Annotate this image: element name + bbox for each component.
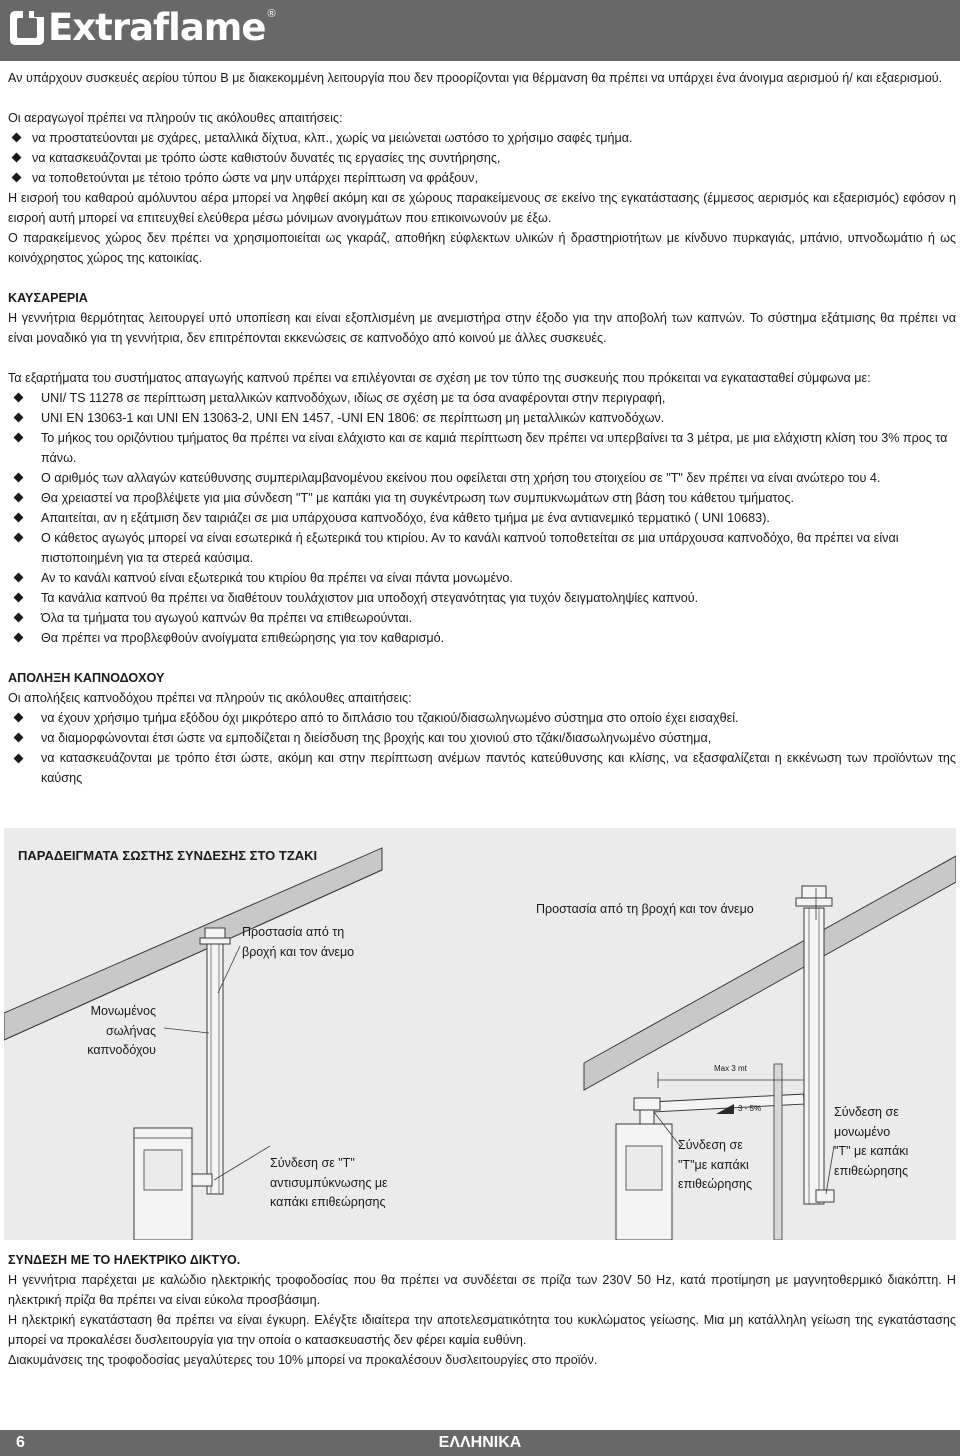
intro-bullet-list [8,128,956,188]
diamond-bullet-icon [12,173,22,183]
list-item: Όλα τα τμήματα του αγωγού καπνών θα πρέπει να επιθεωρούνται. [8,608,956,628]
electric-paragraph-2: Η ηλεκτρική εγκατάσταση θα πρέπει να είναι έγκυρη. Ελέγξτε ιδιαίτερα την αποτελεσματικότητα του κυκλώματος γείωσης. Μια μη κατάλληλη γείωση της εγκατάστασης μπορεί να προκαλέσει δυσλειτουργία για την οποία ο κατασκευαστής δεν φέρει καμία ευθύνη. [8,1313,956,1347]
diamond-bullet-icon [14,473,24,483]
diamond-bullet-icon [14,513,24,523]
label-rain-wind-left: Προστασία από τη βροχή και τον άνεμο [242,925,355,959]
connection-examples-figure [4,828,956,1240]
label-rain-wind-right: Προστασία από τη βροχή και τον άνεμο [536,902,754,916]
label-t-condensate: Σύνδεση σε "T" αντισυμπύκνωσης με καπάκι επιθεώρησης [270,1156,388,1209]
intro-paragraph-3: Η εισροή του καθαρού αμόλυντου αέρα μπορεί να ληφθεί ακόμη και σε χώρους παρακείμενους σε εκείνο της εγκατάστασης (έμμεσος αερισμός και εξαερισμός) εφόσον η εισροή αυτή μπορεί να επιτευχθεί ελεύθερα μέσω μόνιμων ανοιγμάτων που επικοινωνούν με έξω. [8,191,956,225]
base-t-connector [816,1190,834,1202]
diamond-bullet-icon [14,633,24,643]
diamond-bullet-icon [14,393,24,403]
diamond-bullet-icon [14,754,24,764]
right-chimney-pipe [804,908,824,1204]
diamond-bullet-icon [14,533,24,543]
flue-heading: ΚΑΥΣΑΡΕΡΙΑ [8,291,88,305]
list-item: UNI EN 13063-1 και UNI EN 13063-2, UNI EN 1457, -UNI EN 1806: σε περίπτωση μη μεταλλικών καπνοδόχων. [8,408,956,428]
list-item: να διαμορφώνονται έτσι ώστε να εμποδίζεται η διείσδυση της βροχής και του χιονιού στο τζάκι/διασωληνωμένο σύστημα, [8,728,956,748]
label-max-length: Max 3 mt [714,1064,747,1073]
diamond-bullet-icon [14,613,24,623]
left-chimney-pipe [207,944,223,1194]
right-chimney-cap [796,898,832,906]
intro-paragraph-4: Ο παρακείμενος χώρος δεν πρέπει να χρησιμοποιείται ως γκαράζ, αποθήκη εύφλεκτων υλικών ή δραστηριοτήτων με κίνδυνο πυρκαγιάς, μπάνιο, υπνοδωμάτιο ή ως κοινόχρηστος χώρος της κατοικίας. [8,231,956,265]
diamond-bullet-icon [14,573,24,583]
diamond-bullet-icon [12,133,22,143]
figure-title: ΠΑΡΑΔΕΙΓΜΑΤΑ ΣΩΣΤΗΣ ΣΥΝΔΕΣΗΣ ΣΤΟ ΤΖΑΚΙ [18,848,318,863]
chimney-paragraph-1: Οι απολήξεις καπνοδόχου πρέπει να πληρούν τις ακόλουθες απαιτήσεις: [8,691,412,705]
diamond-bullet-icon [14,433,24,443]
right-roof [584,856,956,1090]
flue-paragraph-2: Τα εξαρτήματα του συστήματος απαγωγής καπνού πρέπει να επιλέγονται σε σχέση με τον τύπο της συσκευής που πρόκειται να εγκατασταθεί σύμφωνα με: [8,371,871,385]
list-item: Απαιτείται, αν η εξάτμιση δεν ταιριάζει σε μια υπάρχουσα καπνοδόχο, ένα κάθετο τμήμα με ένα αντιανεμικό τερματικό ( UNI 10683). [8,508,956,528]
label-t-insulated: Σύνδεση σε μονωμένο "T" με καπάκι επιθεώρησης [834,1105,909,1178]
list-item: Το μήκος του οριζόντιου τμήματος θα πρέπει να είναι ελάχιστο και σε καμιά περίπτωση δεν πρέπει να υπερβαίνει τα 3 μέτρα, με μια ελάχιστη κλίση του 3% προς τα πάνω. [8,428,956,468]
brand-logo [8,6,276,50]
brand-name: Extraflame [48,6,266,49]
list-item: να προστατεύονται με σχάρες, μεταλλικά δίχτυα, κλπ., χωρίς να μειώνεται ωστόσο το χρήσιμο σαφές τμήμα. [8,128,956,148]
diamond-bullet-icon [14,493,24,503]
electric-section [8,1250,956,1370]
label-slope: 3 - 5% [738,1104,762,1113]
page-footer [0,1430,960,1456]
diamond-bullet-icon [12,153,22,163]
list-item: να κατασκευάζονται με τρόπο ώστε καθιστούν δυνατές τις εργασίες της συντήρησης, [8,148,956,168]
house-wall [774,1064,782,1240]
label-t-inspection: Σύνδεση σε "T"με καπάκι επιθεώρησης [678,1138,753,1191]
list-item: Θα χρειαστεί να προβλέψετε για μια σύνδεση "T" με καπάκι για τη συγκέντρωση των συμπυκνωμάτων στη βάση του κάθετου τμήματος. [8,488,956,508]
registered-mark: ® [267,8,276,20]
diamond-bullet-icon [14,593,24,603]
list-item: Θα πρέπει να προβλεφθούν ανοίγματα επιθεώρησης για τον καθαρισμό. [8,628,956,648]
language-label: ΕΛΛΗΝΙΚΑ [438,1434,522,1451]
chimney-heading: ΑΠΟΛΗΞΗ ΚΑΠΝΟΔΟΧΟΥ [8,671,165,685]
intro-paragraph-1: Αν υπάρχουν συσκευές αερίου τύπου Β με διακεκομμένη λειτουργία που δεν προορίζονται για θέρμανση θα πρέπει να υπάρχει ένα άνοιγμα αερισμού ή/ και εξαερισμού. [8,71,943,85]
chimney-bullet-list [8,708,956,748]
flue-bullet-list [8,388,956,648]
list-item: Αν το κανάλι καπνού είναι εξωτερικά του κτιρίου θα πρέπει να είναι πάντα μονωμένο. [8,568,956,588]
left-chimney-cap [200,938,230,944]
page-number: 6 [16,1434,25,1451]
list-item: Ο αριθμός των αλλαγών κατεύθυνσης συμπεριλαμβανομένου εκείνου που οφείλεται στη χρήση του στοιχείου σε "T" δεν πρέπει να είναι ανώτερο του 4. [8,468,956,488]
electric-heading: ΣΥΝΔΕΣΗ ΜΕ ΤΟ ΗΛΕΚΤΡΙΚΟ ΔΙΚΤΥΟ. [8,1253,241,1267]
page-header [0,0,960,61]
electric-paragraph-1: Η γεννήτρια παρέχεται με καλώδιο ηλεκτρικής τροφοδοσίας που θα πρέπει να συνδέεται σε πρίζα των 230V 50 Hz, κατά προτίμηση με μαγνητοθερμικό διακόπτη. Η ηλεκτρική πρίζα θα πρέπει να είναι εύκολα προσβάσιμη. [8,1273,956,1307]
list-item: Τα κανάλια καπνού θα πρέπει να διαθέτουν τουλάχιστον μια υποδοχή στεγανότητας για τυχόν δειγματοληψίες καπνού. [8,588,956,608]
leader-t-insulated [826,1146,834,1194]
leader-insulated-pipe [164,1028,209,1033]
list-item: UNI/ TS 11278 σε περίπτωση μεταλλικών καπνοδόχων, ιδίως σε σχέση με τα όσα αναφέρονται στην περιγραφή, [8,388,956,408]
list-item: να τοποθετούνται με τέτοιο τρόπο ώστε να μην υπάρχει περίπτωση να φράξουν, [8,168,956,188]
left-t-connector [192,1174,212,1186]
list-item: Ο κάθετος αγωγός μπορεί να είναι εσωτερικά ή εξωτερικά του κτιρίου. Αν το κανάλι καπνού τοποθετείται σε μια υπάρχουσα καπνοδόχο, θα πρέπει να είναι πιστοποιημένη για τα στερεά καύσιμα. [8,528,956,568]
diamond-bullet-icon [14,733,24,743]
flue-paragraph-1: Η γεννήτρια θερμότητας λειτουργεί υπό υποπίεση και είναι εξοπλισμένη με ανεμιστήρα στην έξοδο για την αποβολή των καπνών. Το σύστημα εξάτμισης θα πρέπει να είναι μοναδικό για τη γεννήτρια, δεν επιτρέπονται εκκενώσεις σε καπνοδόχο από κοινού με άλλες συσκευές. [8,311,956,345]
list-item: να έχουν χρήσιμο τμήμα εξόδου όχι μικρότερο από το διπλάσιο του τζακιού/διασωληνωμένο σύστημα στο οποίο έχει εισαχθεί. [8,708,956,728]
intro-paragraph-2: Οι αεραγωγοί πρέπει να πληρούν τις ακόλουθες απαιτήσεις: [8,111,343,125]
main-content [8,68,956,788]
diamond-bullet-icon [14,713,24,723]
right-t-connector [634,1098,660,1110]
brand-mark-icon [8,9,46,47]
label-insulated-pipe: Μονωμένος σωλήνας καπνοδόχου [87,1004,156,1057]
diamond-bullet-icon [14,413,24,423]
electric-paragraph-3: Διακυμάνσεις της τροφοδοσίας μεγαλύτερες του 10% μπορεί να προκαλέσουν δυσλειτουργίες στο προϊόν. [8,1353,598,1367]
list-item: να κατασκευάζονται με τρόπο έτσι ώστε, ακόμη και στην περίπτωση ανέμων παντός κατεύθυνσης και κλίσης, να εξασφαλίζεται η εκκένωση των προϊόντων της καύσης [8,748,956,788]
